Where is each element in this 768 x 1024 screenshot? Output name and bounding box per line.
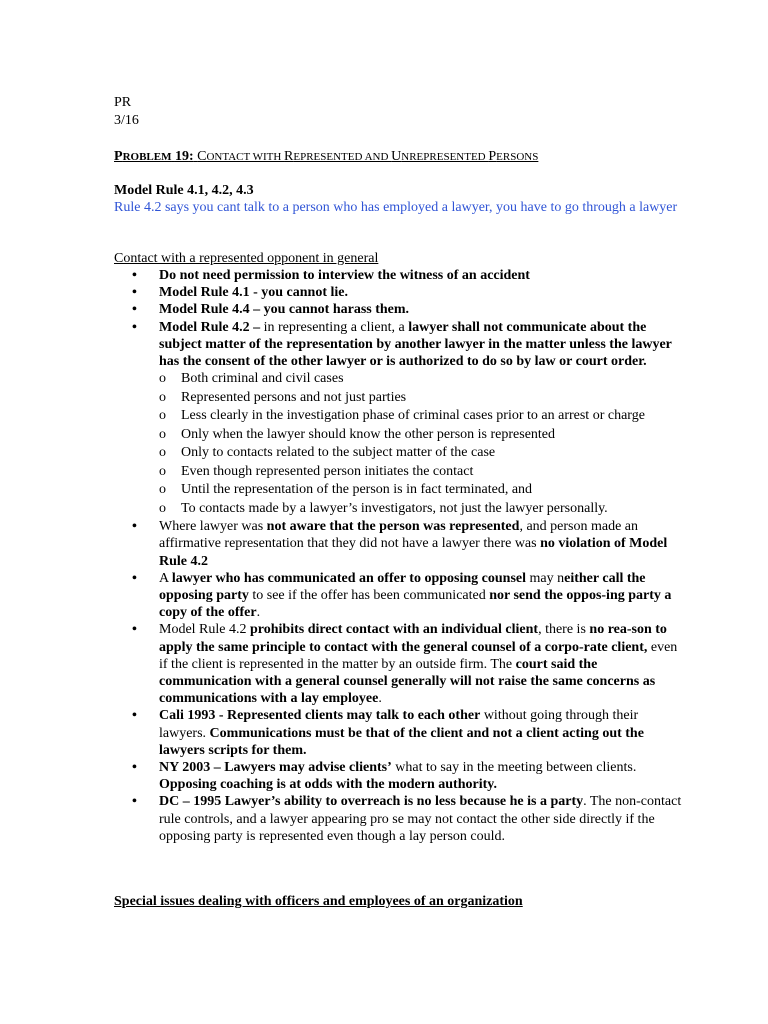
sub-list-item: o Represented persons and not just parties [159, 389, 688, 408]
title-initial: R [284, 149, 294, 164]
sub-list-item: o Only when the lawyer should know the other person is represented [159, 426, 688, 445]
title-rest: NREPRESENTED [401, 151, 489, 163]
problem-title: PROBLEM 19: CONTACT WITH REPRESENTED AND UNREPRESENTED PERSONS [114, 149, 539, 164]
text: without going through their lawyers. [159, 708, 639, 741]
text: in representing a client, a [263, 319, 409, 335]
bold-text: DC – 1995 Lawyer’s ability to overreach is no less because he is a party [159, 794, 584, 810]
text: . [378, 691, 382, 707]
section-heading: Contact with a represented opponent in general [114, 251, 379, 266]
bold-text: Model Rule 4.4 – you cannot harass them. [159, 302, 410, 318]
bold-text: nor send the oppos-ing party a copy of the offer [159, 588, 672, 621]
title-initial: C [197, 149, 207, 164]
list-item [114, 518, 688, 570]
list-item [114, 570, 688, 622]
list-item [114, 793, 688, 845]
sub-list [159, 370, 688, 518]
bold-text: NY 2003 – Lawyers may advise clients’ [159, 760, 392, 776]
bold-text: Model Rule 4.1 - you cannot lie. [159, 285, 348, 301]
sub-list-item: o Less clearly in the investigation phase of criminal cases prior to an arrest or charge [159, 407, 688, 426]
bold-text: court said the communication with a general counsel generally will not raise the same concerns as communications with a lay employee [159, 656, 656, 707]
date-label: 3/16 [114, 113, 139, 128]
section-heading-organization: Special issues dealing with officers and employees of an organization [114, 894, 523, 909]
list-item [114, 621, 688, 707]
list-item [114, 301, 688, 318]
title-rest: EPRESENTED AND [293, 151, 392, 163]
text: Where lawyer was [159, 519, 267, 535]
list-item [114, 267, 688, 284]
bold-text: either call the opposing party [159, 570, 646, 604]
bold-text: Communications must be that of the client and not a client acting out the lawyers scripts for them. [159, 725, 644, 758]
sub-list-item: o Even though represented person initiates the contact [159, 463, 688, 482]
course-label: PR [114, 95, 132, 110]
sub-list-item: o Until the representation of the person is in fact terminated, and [159, 481, 688, 500]
rule-note: Rule 4.2 says you cant talk to a person who has employed a lawyer, you have to go through a lawyer [114, 200, 678, 215]
text: Model Rule 4.2 [159, 622, 250, 638]
model-rule-heading: Model Rule 4.1, 4.2, 4.3 [114, 183, 254, 198]
text: . [256, 605, 261, 621]
section-represented-opponent [114, 250, 688, 845]
text: A [159, 570, 172, 586]
text: to see if the offer has been communicated [248, 588, 490, 604]
bold-text: no rea-son to apply the same principle to contact with the general counsel of a corpo-rate client, [159, 622, 667, 655]
bold-text: lawyer shall not communicate about the subject matter of the representation by another lawyer in the matter unless the lawyer has the consent of the other lawyer or is authorized to do so by law or court order. [159, 319, 672, 370]
bullet-list [114, 267, 688, 370]
list-item [114, 284, 688, 301]
bold-text: prohibits direct contact with an individual client [250, 622, 539, 638]
bold-text: Do not need permission to interview the witness of an accident [159, 268, 530, 283]
bold-text: not aware that the person was represented [266, 519, 520, 535]
sub-list-item: o To contacts made by a lawyer’s investigators, not just the lawyer personally. [159, 500, 688, 519]
text: what to say in the meeting between clients. [391, 760, 637, 776]
bold-text: Opposing coaching is at odds with the modern authority. [159, 777, 497, 793]
title-rest: ONTACT WITH [206, 151, 285, 163]
list-item [114, 707, 688, 759]
title-initial: P [488, 149, 497, 164]
bold-text: Model Rule 4.2 – [159, 319, 264, 335]
bold-text: Cali 1993 - Represented clients may talk to each other [159, 708, 481, 724]
text: may n [526, 570, 565, 586]
bold-text: no violation of Model Rule 4.2 [159, 536, 668, 569]
bold-text: lawyer who has communicated an offer to opposing counsel [171, 570, 527, 586]
list-item [114, 319, 688, 371]
text: , there is [538, 622, 590, 638]
sub-list-item: o Both criminal and civil cases [159, 370, 688, 389]
title-initial: U [391, 149, 402, 164]
list-item [114, 759, 688, 793]
sub-list-wrap [114, 370, 688, 518]
title-rest: ERSONS [496, 151, 539, 163]
text: even if the client is represented in the matter by an outside firm. The [159, 639, 678, 672]
bullet-list-continued [114, 518, 688, 845]
text: , and person made an affirmative representation that they did not have a lawyer there was [159, 519, 639, 552]
text: . The non-contact rule controls, and a lawyer appearing pro se may not contact the other side directly if the opposing party is represented even though a lay person could. [159, 794, 682, 844]
sub-list-item: o Only to contacts related to the subject matter of the case [159, 444, 688, 463]
